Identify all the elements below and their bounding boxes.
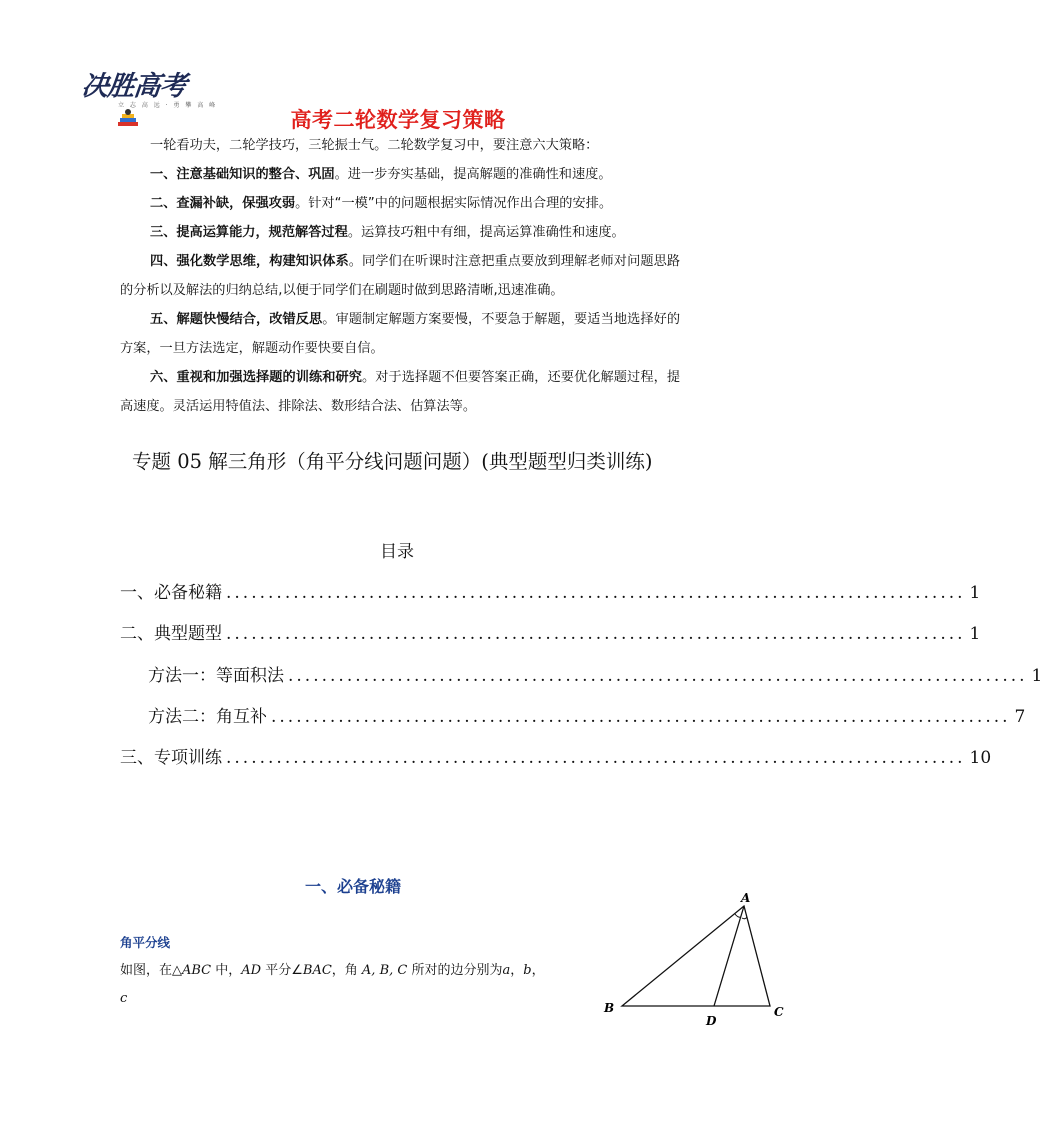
strategy-heading: 六、重视和加强选择题的训练和研究: [150, 370, 363, 385]
text-run: 中，: [211, 963, 242, 978]
toc-entry-page: 1: [969, 624, 981, 644]
strategy-heading: 一、注意基础知识的整合、巩固: [150, 167, 335, 182]
intro-paragraph: 一轮看功夫，二轮学技巧，三轮振士气。二轮数学复习中，要注意六大策略：: [150, 138, 599, 153]
strategy-item: [120, 189, 680, 218]
strategy-text: 。针对“一模”中的问题根据实际情况作出合理的安排。: [295, 196, 613, 211]
toc-entry[interactable]: [148, 702, 1026, 732]
strategy-intro: [120, 131, 680, 421]
toc-leader: ........................................................................................: [226, 748, 966, 768]
vertex-label-c: C: [774, 1005, 784, 1019]
toc-entry-page: 10: [969, 748, 992, 768]
strategy-text: 。运算技巧粗中有细，提高运算准确性和速度。: [347, 225, 625, 240]
triangle-figure: [596, 888, 796, 1038]
logo-text: 决胜高考: [80, 71, 188, 102]
strategy-text: 。同学们在听课时注意把重点要放到理解老师对问题思路的分析以及解法的归纳总结,以便于同学们在刷题时做到思路清晰,迅速准确。: [120, 254, 681, 298]
text-run: ，: [531, 963, 545, 978]
strategy-text: 。对于选择题不但要答案正确，还要优化解题过程，提高速度。灵活运用特值法、排除法、数形结合法、估算法等。: [120, 370, 681, 414]
text-run: 如图，在△: [120, 963, 182, 978]
angle-mark-right: [742, 917, 747, 919]
math-a: a: [502, 963, 511, 978]
toc-entry-label: 方法一：等面积法: [148, 666, 284, 686]
vertex-label-b: B: [604, 1001, 615, 1015]
toc-entry-label: 一、必备秘籍: [120, 583, 222, 603]
math-ad: AD: [241, 963, 262, 978]
math-c: c: [120, 991, 128, 1006]
topic-title: 专题 05 解三角形（角平分线问题问题）(典型题型归类训练): [132, 450, 653, 473]
toc-entry[interactable]: [120, 619, 981, 649]
vertex-label-a: A: [741, 891, 751, 905]
body-paragraph: [120, 957, 595, 1013]
strategy-item: [120, 218, 680, 247]
bisector-ad: [714, 906, 744, 1006]
strategy-item: [120, 247, 680, 305]
toc-entry-label: 二、典型题型: [120, 624, 222, 644]
toc-entry-label: 方法二：角互补: [148, 707, 267, 727]
toc-title: 目录: [380, 542, 414, 562]
text-run: ，: [510, 963, 524, 978]
page-title: 高考二轮数学复习策略: [290, 108, 506, 132]
toc-entry-page: 1: [1031, 666, 1042, 686]
toc-entry-page: 7: [1014, 707, 1026, 727]
toc-entry[interactable]: [148, 661, 1042, 691]
strategy-heading: 二、查漏补缺，保强攻弱: [150, 196, 296, 211]
strategy-heading: 三、提高运算能力，规范解答过程: [150, 225, 348, 240]
toc-leader: ........................................................................................: [226, 624, 966, 644]
strategy-heading: 四、强化数学思维，构建知识体系: [150, 254, 349, 269]
toc-entry[interactable]: [120, 578, 981, 608]
text-run: 平分∠: [261, 963, 303, 978]
math-abc: ABC: [182, 963, 212, 978]
angle-mark-left: [735, 914, 741, 917]
math-bac: BAC: [302, 963, 332, 978]
triangle-abc: [622, 906, 770, 1006]
strategy-item: [120, 363, 680, 421]
toc-entry[interactable]: [120, 743, 992, 773]
toc-leader: ........................................................................................: [226, 583, 966, 603]
toc-leader: ........................................................................................: [271, 707, 1011, 727]
toc-entry-page: 1: [969, 583, 981, 603]
strategy-text: 。进一步夯实基础，提高解题的准确性和速度。: [334, 167, 612, 182]
toc-leader: ........................................................................................: [288, 666, 1028, 686]
text-run: ，角: [331, 963, 362, 978]
strategy-item: [120, 160, 680, 189]
subsection-heading: 角平分线: [120, 935, 171, 950]
math-b: b: [523, 963, 532, 978]
strategy-item: [120, 305, 680, 363]
toc-entry-label: 三、专项训练: [120, 748, 222, 768]
vertex-label-d: D: [706, 1014, 717, 1028]
strategy-heading: 五、解题快慢结合，改错反思: [150, 312, 323, 327]
strategy-text: 。审题制定解题方案要慢，不要急于解题，要适当地选择好的方案，一旦方法选定，解题动作要快要自信。: [120, 312, 681, 356]
logo-subtext: 立 志 高 远 · 勇 攀 高 峰: [118, 102, 218, 109]
math-angles: A, B, C: [361, 963, 408, 978]
section-heading: 一、必备秘籍: [305, 877, 402, 896]
text-run: 所对的边分别为: [407, 963, 503, 978]
